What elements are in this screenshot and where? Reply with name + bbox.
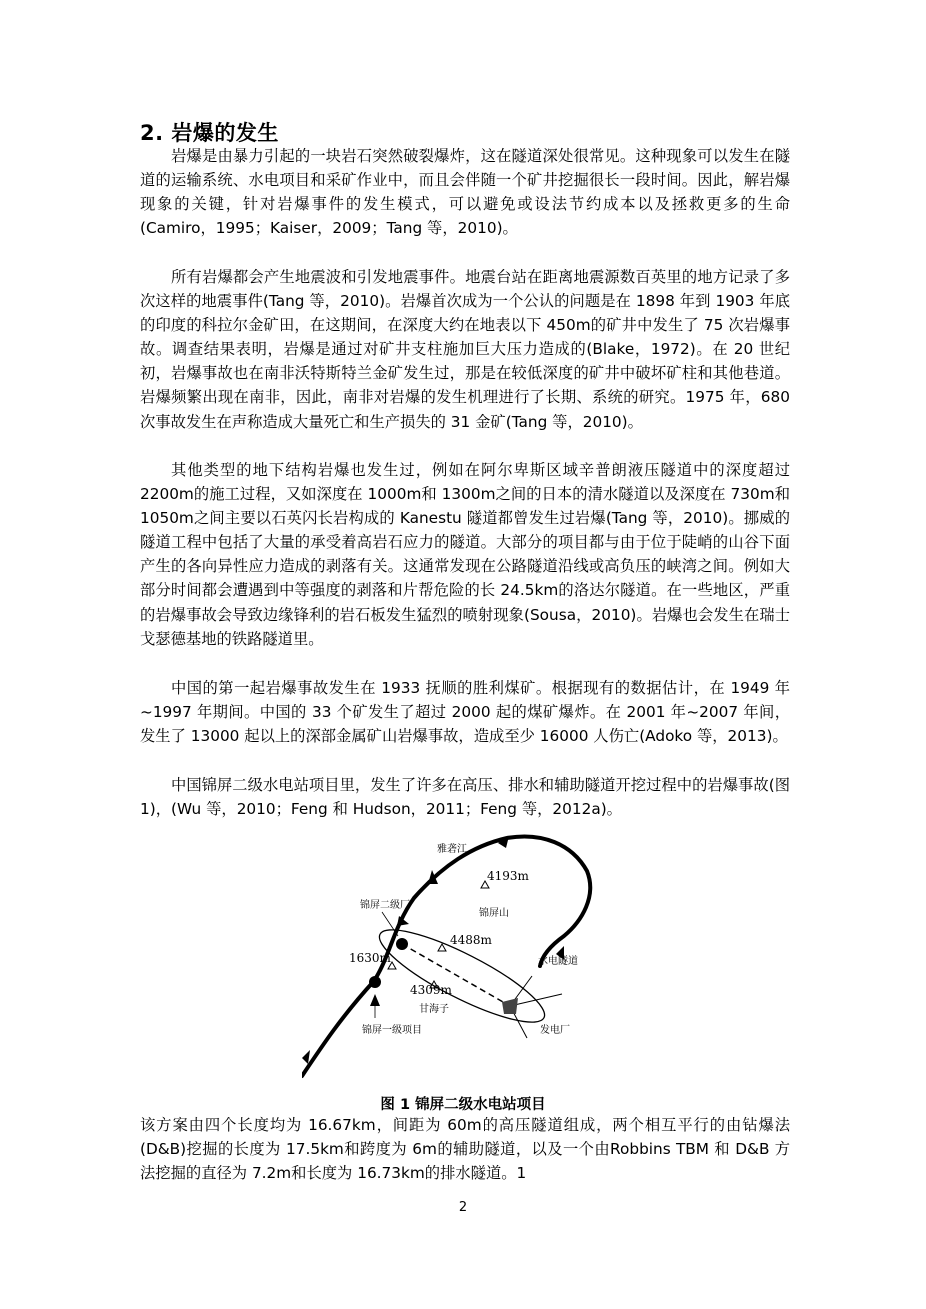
- peak-label: 4309m: [410, 983, 452, 997]
- figure-caption: 图 1 锦屏二级水电站项目: [380, 1097, 546, 1113]
- page-number: 2: [458, 1200, 468, 1215]
- station-dot: [396, 938, 408, 950]
- paragraph: 中国的第一起岩爆事故发生在 1933 抚顺的胜利煤矿。根据现有的数据估计，在 1949 年~1997 年期间。中国的 33 个矿发生了超过 2000 起的煤矿爆炸。在 2001 年~2007 年间，发生了 13000 起以上的深部金属矿山岩爆事故，造成至少 16000 人伤亡(Adoko 等，2013)。: [140, 679, 790, 746]
- tunnel-label: 水电隧道: [538, 956, 578, 967]
- station1-label: 锦屏一级项目: [362, 1025, 422, 1036]
- paragraph: 中国锦屏二级水电站项目里，发生了许多在高压、排水和辅助隧道开挖过程中的岩爆事故(图 1)，(Wu 等，2010；Feng 和 Hudson，2011；Feng 等，2012a)。: [140, 776, 790, 819]
- station2-label: 锦屏二级厂: [360, 900, 410, 911]
- peak-label: 4488m: [450, 933, 492, 947]
- paragraph: 其他类型的地下结构岩爆也发生过，例如在阿尔卑斯区域辛普朗液压隧道中的深度超过 2200m的施工过程，又如深度在 1000m和 1300m之间的日本的清水隧道以及深度在 730m和 1050m之间主要以石英闪长岩构成的 Kanestu 隧道都曾发生过岩爆(Tang 等，2010)。挪威的隧道工程中包括了大量的承受着高岩石应力的隧道。大部分的项目都与由于位于陡峭的山谷下面产生的各向异性应力造成的剥落有关。这通常发现在公路隧道沿线或高负压的峡湾之间。例如大部分时间都会遭遇到中等强度的剥落和片帮危险的长 24.5km的洛达尔隧道。在一些地区，严重的岩爆事故会导致边缘锋利的岩石板发生猛烈的喷射现象(Sousa，2010)。岩爆也会发生在瑞士戈瑟德基地的铁路隧道里。: [140, 461, 790, 648]
- paragraph: 岩爆是由暴力引起的一块岩石突然破裂爆炸，这在隧道深处很常见。这种现象可以发生在隧道的运输系统、水电项目和采矿作业中，而且会伴随一个矿井挖掘很长一段时间。因此，解岩爆现象的关键，针对岩爆事件的发生模式，可以避免或设法节约成本以及拯救更多的生命(Camiro，1995；Kaiser，2009；Tang 等，2010)。: [140, 147, 790, 238]
- lake-label: 甘海子: [419, 1004, 449, 1015]
- river-label: 雅砻江: [437, 844, 467, 855]
- station-dot: [369, 976, 381, 988]
- peak-marker: [438, 944, 446, 951]
- peak-label: 4193m: [487, 869, 529, 883]
- plant-label: 发电厂: [540, 1025, 570, 1036]
- project-map-figure: [302, 826, 624, 1084]
- paragraph: 该方案由四个长度均为 16.67km，间距为 60m的高压隧道组成，两个相互平行的由钻爆法(D&B)挖掘的长度为 17.5km和跨度为 6m的辅助隧道，以及一个由Robbins TBM 和 D&B 方法挖掘的直径为 7.2m和长度为 16.73km的排水隧道。1: [140, 1116, 790, 1183]
- mountain-label: 锦屏山: [479, 908, 509, 919]
- paragraph: 所有岩爆都会产生地震波和引发地震事件。地震台站在距离地震源数百英里的地方记录了多次这样的地震事件(Tang 等，2010)。岩爆首次成为一个公认的问题是在 1898 年到 1903 年底的印度的科拉尔金矿田，在这期间，在深度大约在地表以下 450m的矿井中发生了 75 次岩爆事故。调查结果表明，岩爆是通过对矿井支柱施加巨大压力造成的(Blake，1972)。在 20 世纪初，岩爆事故也在南非沃特斯特兰金矿发生过，那是在较低深度的矿井中破坏矿柱和其他巷道。岩爆频繁出现在南非，因此，南非对岩爆的发生机理进行了长期、系统的研究。1975 年，680 次事故发生在声称造成大量死亡和生产损失的 31 金矿(Tang 等，2010)。: [140, 268, 790, 431]
- section-heading: 2. 岩爆的发生: [140, 121, 279, 145]
- elevation-label: 1630m: [349, 951, 391, 965]
